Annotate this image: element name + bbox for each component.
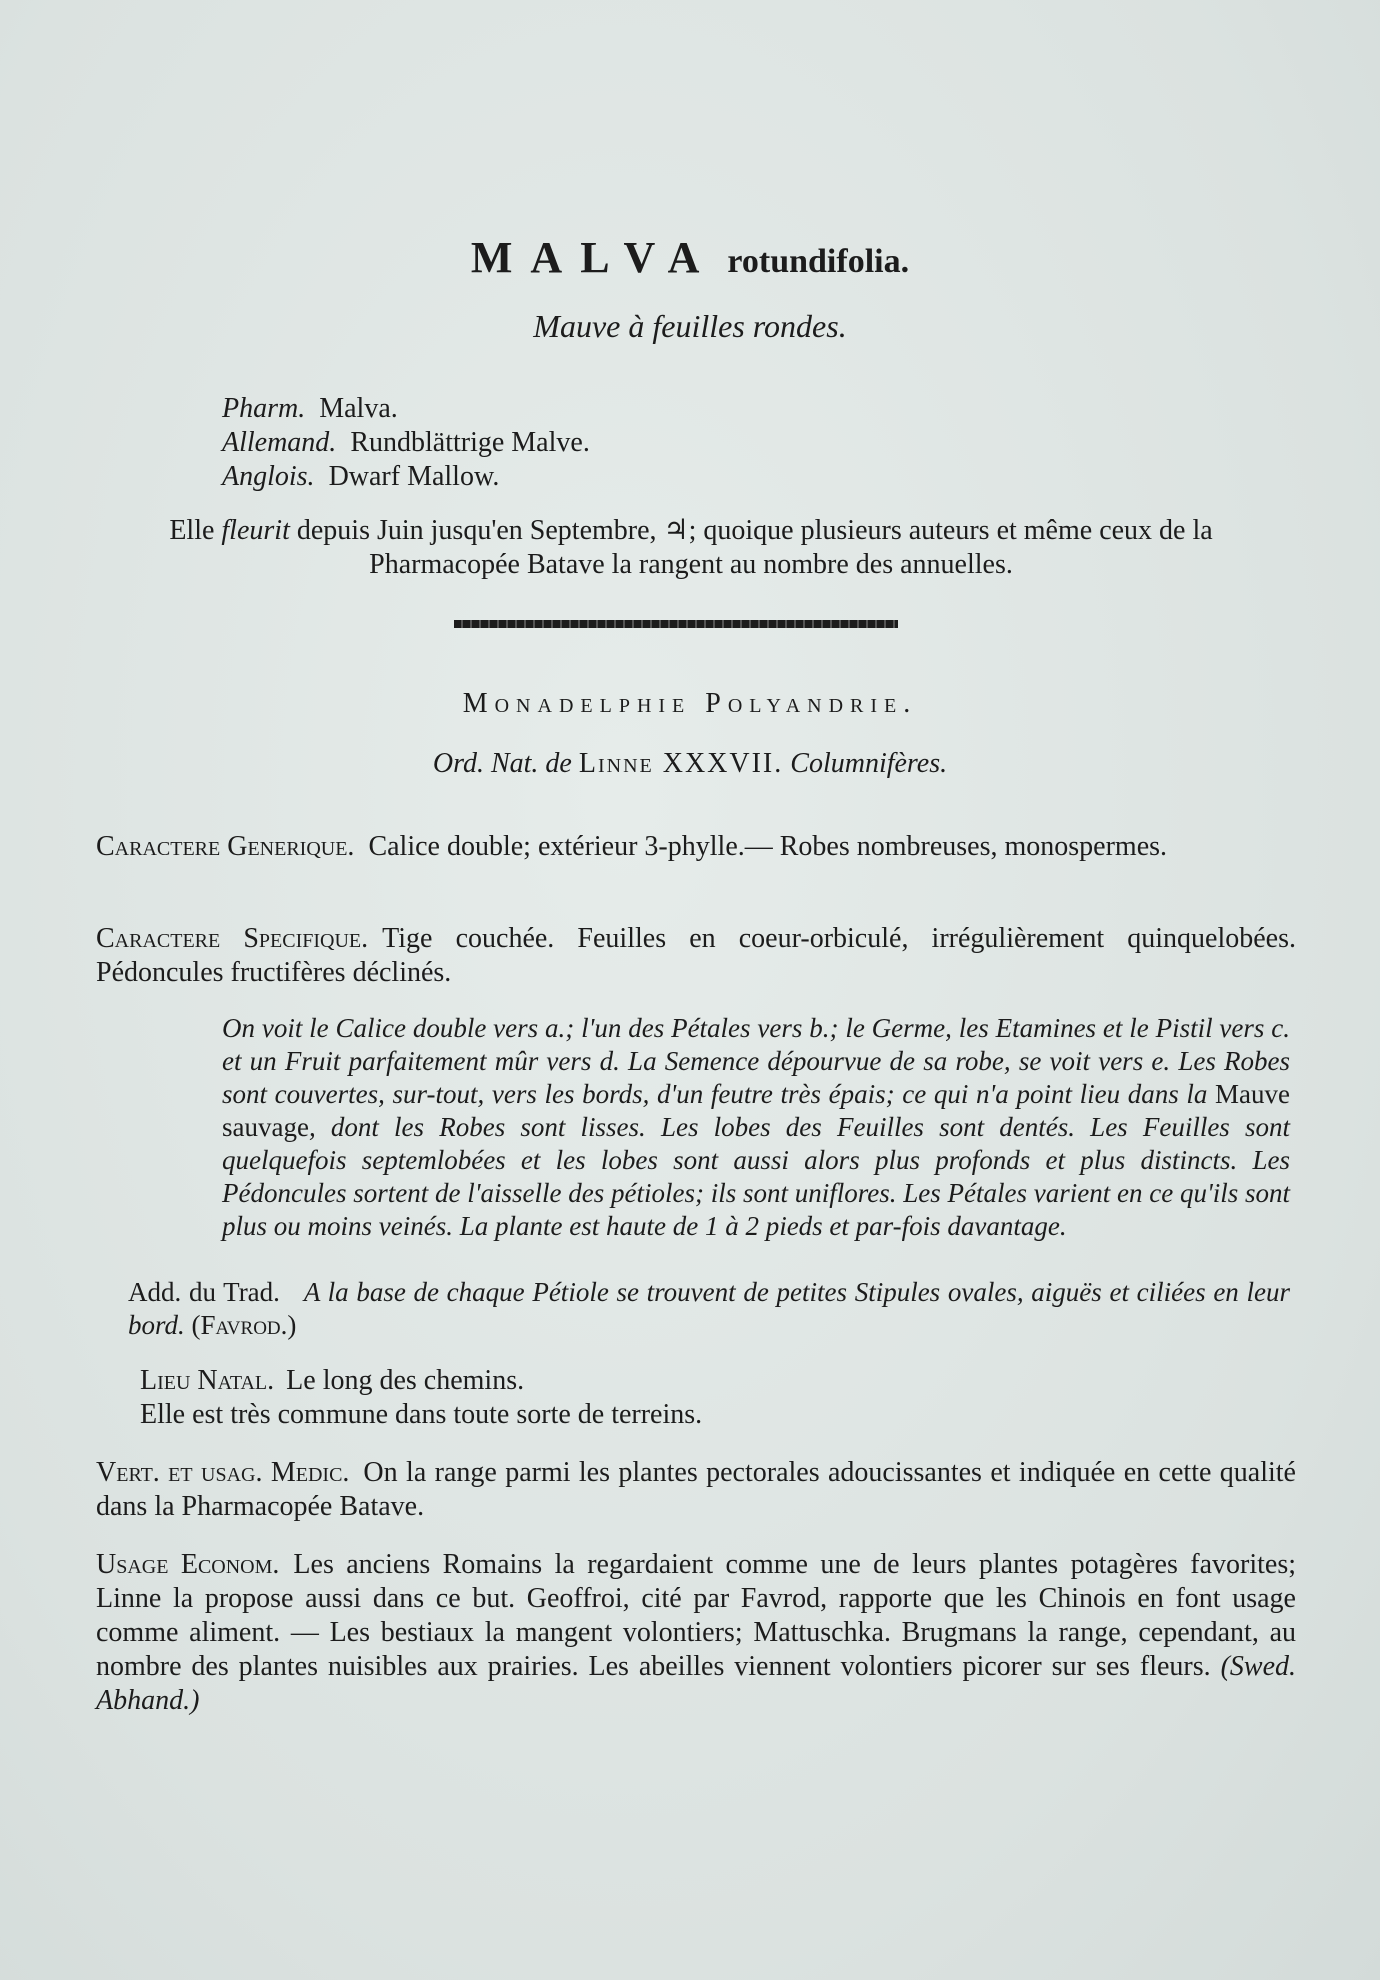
description-text-2: , dont les Robes sont lisses. Les lobes des Feuilles sont dentés. Les Feuilles sont quelquefois septemlobées et les lobes sont aussi alors plus profonds et plus distincts. Les Pédoncules sortent de l'aisselle des pétioles; ils sont uniflores. Les Pétales varient en ce qu'ils sont plus ou moins veinés. La plante est haute de 1 à 2 pieds et par-fois davantage. bbox=[222, 1112, 1290, 1241]
name-value: Rundblättrige Malve. bbox=[350, 427, 590, 458]
section-heading: Lieu Natal. bbox=[140, 1365, 275, 1396]
section-heading: Vert. et usag. Medic. bbox=[96, 1457, 350, 1488]
economic-use bbox=[96, 1548, 1296, 1718]
description-text: On voit le Calice double vers a.; l'un des Pétales vers b.; le Germe, les Etamines et le Pistil vers c. et un Fruit parfaitement mûr vers d. La Semence dépourvue de sa robe, se voit vers e. Les Robes sont couvertes, sur-tout, vers les bords, d'un feutre très épais; ce qui n'a point lieu dans la bbox=[222, 1013, 1290, 1109]
section-heading: Usage Econom. bbox=[96, 1549, 280, 1580]
translator-note bbox=[128, 1276, 1290, 1342]
native-habitat bbox=[140, 1364, 1290, 1432]
habitat-text: Le long des chemins. bbox=[286, 1365, 525, 1396]
description-upright: Mauve sauvage bbox=[222, 1079, 1290, 1142]
name-value: Malva. bbox=[319, 393, 398, 424]
name-label: Allemand. bbox=[222, 427, 337, 458]
order-prefix: Ord. Nat. de bbox=[432, 748, 572, 779]
flowering-paragraph bbox=[96, 514, 1286, 582]
section-text: Tige couchée. Feuilles en coeur-orbiculé, irrégulièrement quinquelobées. Pédoncules fructifères déclinés. bbox=[96, 923, 1296, 988]
section-text: On la range parmi les plantes pectorales adoucissantes et indiquée en cette qualité dans la Pharmacopée Batave. bbox=[96, 1457, 1296, 1522]
section-heading: Caractere Generique. bbox=[96, 831, 355, 862]
natural-order bbox=[0, 748, 1380, 780]
note-signature: (Favrod.) bbox=[191, 1310, 297, 1340]
habitat-line-2: Elle est très commune dans toute sorte de terreins. bbox=[140, 1399, 703, 1430]
name-row-pharm bbox=[222, 392, 590, 426]
habitat-line-1 bbox=[140, 1364, 1290, 1398]
name-value: Dwarf Mallow. bbox=[328, 461, 500, 492]
french-name: Mauve à feuilles rondes. bbox=[533, 308, 847, 344]
name-row-anglois bbox=[222, 460, 590, 494]
order-family: Columnifères. bbox=[790, 748, 948, 779]
name-row-allemand bbox=[222, 426, 590, 460]
plate-description bbox=[222, 1012, 1290, 1243]
genus-name: MALVA bbox=[470, 233, 718, 282]
medical-use bbox=[96, 1456, 1296, 1524]
common-names bbox=[222, 392, 590, 494]
decorative-divider bbox=[454, 620, 898, 628]
flowering-text: depuis Juin jusqu'en Septembre, ♃; quoique plusieurs auteurs et même ceux de la Pharmacopée Batave la rangent au nombre des annuelles. bbox=[296, 515, 1213, 580]
section-reference: (Swed. Abhand.) bbox=[96, 1651, 1297, 1716]
name-label: Anglois. bbox=[222, 461, 315, 492]
order-author: Linne XXXVII. bbox=[578, 748, 784, 779]
name-label: Pharm. bbox=[222, 393, 306, 424]
generic-character bbox=[96, 830, 1296, 864]
section-heading: Add. du Trad. bbox=[128, 1277, 280, 1307]
species-name: rotundifolia. bbox=[727, 243, 910, 280]
flowering-verb: fleurit bbox=[221, 515, 290, 546]
section-text: Calice double; extérieur 3-phylle.— Robes nombreuses, monospermes. bbox=[368, 831, 1168, 862]
specific-character bbox=[96, 922, 1296, 990]
linnaean-class: Monadelphie Polyandrie. bbox=[462, 688, 918, 719]
section-text: Les anciens Romains la regardaient comme une de leurs plantes potagères favorites; Linne la propose aussi dans ce but. Geoffroi, cité par Favrod, rapporte que les Chinois en font usage comme aliment. — Les bestiaux la mangent volontiers; Mattuschka. Brugmans la range, cependant, au nombre des plantes nuisibles aux prairies. Les abeilles viennent volontiers picorer sur ses fleurs. bbox=[96, 1549, 1296, 1682]
section-heading: Caractere Specifique. bbox=[96, 923, 369, 954]
flowering-prefix: Elle bbox=[169, 515, 215, 546]
page-title bbox=[0, 232, 1380, 283]
note-text: A la base de chaque Pétiole se trouvent de petites Stipules ovales, aiguës et ciliées en leur bord. bbox=[128, 1277, 1290, 1340]
